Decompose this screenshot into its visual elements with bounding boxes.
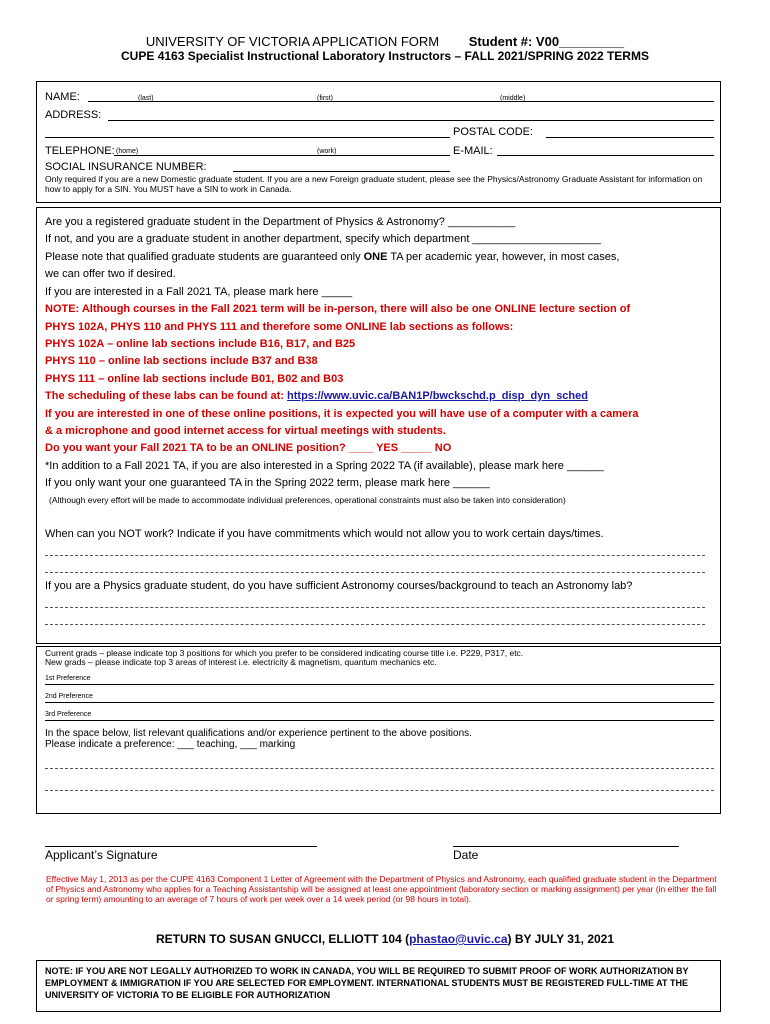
online-note-line1: NOTE: Although courses in the Fall 2021 term will be in-person, there will also be one ONLINE lecture section of [45,303,631,315]
address-label: ADDRESS: [45,109,102,121]
not-work-question: When can you NOT work? Indicate if you have commitments which would not allow you to work certain days/times. [45,528,604,540]
not-work-answer-line1[interactable] [45,555,705,556]
name-field[interactable] [88,101,714,102]
telephone-field[interactable] [114,155,450,156]
form-title [0,34,770,49]
date-field[interactable] [453,846,679,847]
postal-code-field[interactable] [546,137,714,138]
qualifications-answer-line2[interactable] [45,790,714,791]
name-label: NAME: [45,91,80,103]
last-name-hint: (last) [138,95,154,102]
email-label: E-MAIL: [453,145,493,157]
form-subtitle: CUPE 4163 Specialist Instructional Laboratory Instructors – FALL 2021/SPRING 2022 TERMS [121,49,649,63]
home-phone-hint: (home) [116,148,139,155]
phys110-sections: PHYS 110 – online lab sections include B37 and B38 [45,355,318,367]
sin-note: Only required if you are a new Domestic graduate student. If you are a new Foreign graduate student, please see the Physics/Astronomy Graduate Assistant for information on how to apply for a SIN. You MUST have a SIN to work in Canada. [45,174,703,194]
fall-interest-question: If you are interested in a Fall 2021 TA, please mark here _____ [45,286,353,298]
not-work-answer-line2[interactable] [45,572,705,573]
middle-name-hint: (middle) [500,95,526,102]
preference-intro-current: Current grads – please indicate top 3 positions for which you prefer to be considered indicating course title i.e. P229, P317, etc. [45,648,524,658]
date-label: Date [453,848,479,862]
ta-guarantee-note [45,251,619,263]
student-number-label: Student #: V00_________ [468,34,625,49]
online-note-line2: PHYS 102A, PHYS 110 and PHYS 111 and therefore some ONLINE lab sections as follows: [45,321,514,333]
schedule-label: The scheduling of these labs can be found at: [45,390,288,402]
teaching-marking-preference: Please indicate a preference: ___ teaching, ___ marking [45,739,296,750]
preference-intro-new: New grads – please indicate top 3 areas of interest i.e. electricity & magnetism, quantum mechanics etc. [45,657,437,667]
applicant-signature-label: Applicant’s Signature [45,848,158,862]
effective-notice: Effective May 1, 2013 as per the CUPE 4163 Component 1 Letter of Agreement with the Department of Physics and Astronomy, each qualified graduate student in the Department of Physics and Astronomy who applies for a Teaching Assistantship will be assigned at least one appointment (laboratory section or marking assignment) per year (in either the fall or spring term) amounting to an average of 7 hours of work per week over a 14 week period (or 98 hours in total). [46,874,717,904]
second-preference-field[interactable] [45,702,714,703]
telephone-label: TELEPHONE: [45,145,115,157]
ta-guarantee-text-c: TA per academic year, however, in most cases, [387,251,620,263]
email-field[interactable] [497,155,714,156]
first-name-hint: (first) [317,95,333,102]
astronomy-answer-line1[interactable] [45,607,705,608]
ta-two-note: we can offer two if desired. [45,268,176,280]
ta-guarantee-text-a: Please note that qualified graduate students are guaranteed only [45,251,364,263]
address-field-line2[interactable] [45,137,450,138]
sin-label: SOCIAL INSURANCE NUMBER: [45,161,207,173]
online-requirement-line1: If you are interested in one of these online positions, it is expected you will have use of a computer with a camera [45,408,639,420]
astronomy-question: If you are a Physics graduate student, do you have sufficient Astronomy courses/background to teach an Astronomy lab? [45,580,633,592]
question-other-department: If not, and you are a graduate student in another department, specify which department _____________________ [45,233,601,245]
third-preference-label: 3rd Preference [45,711,92,718]
phys102-sections: PHYS 102A – online lab sections include B16, B17, and B25 [45,338,356,350]
return-suffix: ) BY JULY 31, 2021 [507,932,615,946]
ta-guarantee-one: ONE [363,251,388,263]
question-registered: Are you a registered graduate student in the Department of Physics & Astronomy? ___________ [45,216,516,228]
spring-additional-question: *In addition to a Fall 2021 TA, if you are also interested in a Spring 2022 TA (if available), please mark here ______ [45,460,604,472]
first-preference-label: 1st Preference [45,675,91,682]
schedule-line [45,390,588,402]
authorization-note-box: NOTE: IF YOU ARE NOT LEGALLY AUTHORIZED TO WORK IN CANADA, YOU WILL BE REQUIRED TO SUBMIT PROOF OF WORK AUTHORIZATION BY EMPLOYMENT & IMMIGRATION IF YOU ARE SELECTED FOR EMPLOYMENT. INTERNATIONAL STUDENTS MUST BE REGISTERED FULL-TIME AT THE UNIVERSITY OF VICTORIA TO BE ELIGIBLE FOR AUTHORIZATION [36,960,721,1012]
qualifications-answer-line1[interactable] [45,768,714,769]
return-prefix: RETURN TO SUSAN GNUCCI, ELLIOTT 104 ( [155,932,410,946]
return-email-link[interactable]: phastao@uvic.ca [409,932,508,946]
sin-field[interactable] [233,171,450,172]
spring-only-question: If you only want your one guaranteed TA in the Spring 2022 term, please mark here ______ [45,477,490,489]
third-preference-field[interactable] [45,720,714,721]
work-phone-hint: (work) [317,148,337,155]
second-preference-label: 2nd Preference [45,693,93,700]
applicant-signature-field[interactable] [45,846,317,847]
address-field[interactable] [108,120,714,121]
online-requirement-line2: & a microphone and good internet access for virtual meetings with students. [45,425,446,437]
online-position-question: Do you want your Fall 2021 TA to be an ONLINE position? ____ YES _____ NO [45,442,452,454]
postal-code-label: POSTAL CODE: [453,126,534,138]
return-instruction [0,932,770,946]
preference-disclaimer: (Although every effort will be made to accommodate individual preferences, operational constraints must also be taken into consideration) [49,495,566,505]
qualifications-instruction: In the space below, list relevant qualifications and/or experience pertinent to the above positions. [45,728,472,739]
university-title: UNIVERSITY OF VICTORIA APPLICATION FORM [145,34,440,49]
phys111-sections: PHYS 111 – online lab sections include B01, B02 and B03 [45,373,344,385]
astronomy-answer-line2[interactable] [45,624,705,625]
first-preference-field[interactable] [45,684,714,685]
schedule-link[interactable]: https://www.uvic.ca/BAN1P/bwckschd.p_disp_dyn_sched [287,390,588,402]
